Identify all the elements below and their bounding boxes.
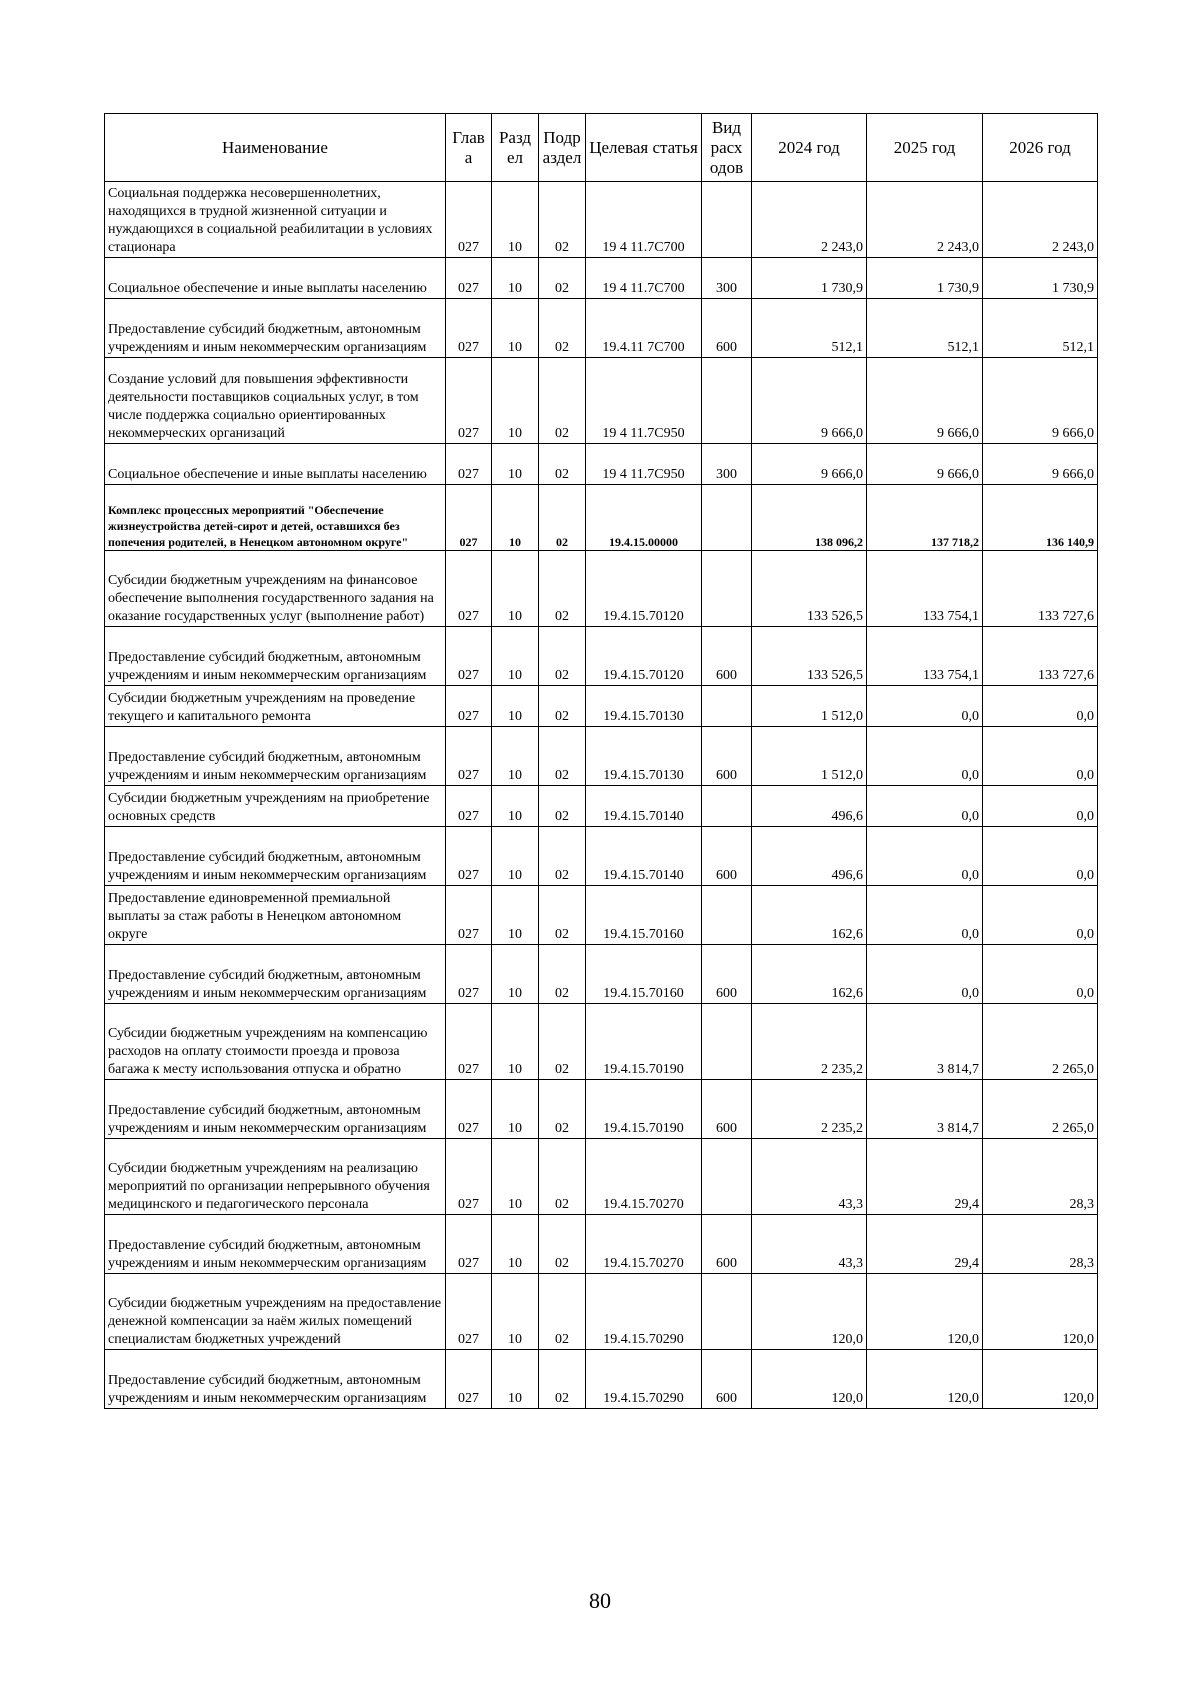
row-value-2025: 9 666,0 xyxy=(867,358,983,444)
row-podrazdel: 02 xyxy=(539,1004,586,1080)
row-razdel: 10 xyxy=(492,886,539,945)
row-value-2026: 0,0 xyxy=(983,786,1098,827)
row-expense-type xyxy=(702,485,752,551)
row-value-2026: 133 727,6 xyxy=(983,627,1098,686)
row-glava: 027 xyxy=(446,258,492,299)
row-glava: 027 xyxy=(446,827,492,886)
row-value-2024: 133 526,5 xyxy=(752,627,867,686)
table-row xyxy=(105,551,1098,627)
header-podrazdel: Подр аздел xyxy=(539,114,586,182)
row-razdel: 10 xyxy=(492,1004,539,1080)
row-value-2026: 512,1 xyxy=(983,299,1098,358)
row-expense-type xyxy=(702,1274,752,1350)
row-value-2024: 162,6 xyxy=(752,886,867,945)
row-value-2024: 496,6 xyxy=(752,786,867,827)
row-glava: 027 xyxy=(446,727,492,786)
row-razdel: 10 xyxy=(492,1215,539,1274)
row-target-article: 19.4.15.00000 xyxy=(586,485,702,551)
row-value-2025: 1 730,9 xyxy=(867,258,983,299)
table-row xyxy=(105,358,1098,444)
row-target-article: 19.4.15.70290 xyxy=(586,1274,702,1350)
row-razdel: 10 xyxy=(492,686,539,727)
row-name: Социальное обеспечение и иные выплаты населению xyxy=(105,444,446,485)
row-podrazdel: 02 xyxy=(539,444,586,485)
row-name: Предоставление субсидий бюджетным, автономным учреждениям и иным некоммерческим организациям xyxy=(105,299,446,358)
row-name: Предоставление субсидий бюджетным, автономным учреждениям и иным некоммерческим организациям xyxy=(105,1080,446,1139)
row-target-article: 19 4 11.7С950 xyxy=(586,358,702,444)
row-name: Социальное обеспечение и иные выплаты населению xyxy=(105,258,446,299)
row-target-article: 19.4.15.70270 xyxy=(586,1215,702,1274)
row-expense-type xyxy=(702,182,752,258)
row-value-2026: 28,3 xyxy=(983,1139,1098,1215)
row-value-2025: 3 814,7 xyxy=(867,1004,983,1080)
row-value-2026: 2 243,0 xyxy=(983,182,1098,258)
row-razdel: 10 xyxy=(492,182,539,258)
row-glava: 027 xyxy=(446,1004,492,1080)
row-value-2024: 2 243,0 xyxy=(752,182,867,258)
row-value-2026: 0,0 xyxy=(983,945,1098,1004)
row-glava: 027 xyxy=(446,444,492,485)
row-expense-type xyxy=(702,886,752,945)
row-value-2026: 2 265,0 xyxy=(983,1004,1098,1080)
row-glava: 027 xyxy=(446,786,492,827)
row-value-2025: 120,0 xyxy=(867,1350,983,1409)
row-expense-type: 600 xyxy=(702,627,752,686)
row-value-2025: 133 754,1 xyxy=(867,551,983,627)
row-expense-type xyxy=(702,786,752,827)
row-expense-type: 600 xyxy=(702,727,752,786)
row-razdel: 10 xyxy=(492,485,539,551)
table-row xyxy=(105,786,1098,827)
row-podrazdel: 02 xyxy=(539,886,586,945)
header-2026: 2026 год xyxy=(983,114,1098,182)
row-podrazdel: 02 xyxy=(539,686,586,727)
row-value-2026: 9 666,0 xyxy=(983,358,1098,444)
table-row xyxy=(105,1215,1098,1274)
row-glava: 027 xyxy=(446,1274,492,1350)
row-value-2024: 9 666,0 xyxy=(752,358,867,444)
row-value-2025: 3 814,7 xyxy=(867,1080,983,1139)
table-row xyxy=(105,727,1098,786)
row-podrazdel: 02 xyxy=(539,1139,586,1215)
row-podrazdel: 02 xyxy=(539,945,586,1004)
row-razdel: 10 xyxy=(492,358,539,444)
row-razdel: 10 xyxy=(492,1274,539,1350)
row-expense-type: 300 xyxy=(702,258,752,299)
row-value-2024: 496,6 xyxy=(752,827,867,886)
table-row xyxy=(105,627,1098,686)
row-value-2024: 2 235,2 xyxy=(752,1004,867,1080)
row-podrazdel: 02 xyxy=(539,827,586,886)
row-glava: 027 xyxy=(446,1215,492,1274)
row-expense-type xyxy=(702,358,752,444)
row-target-article: 19.4.15.70270 xyxy=(586,1139,702,1215)
row-glava: 027 xyxy=(446,551,492,627)
header-razdel: Разд ел xyxy=(492,114,539,182)
row-podrazdel: 02 xyxy=(539,627,586,686)
row-glava: 027 xyxy=(446,1350,492,1409)
row-target-article: 19.4.15.70120 xyxy=(586,627,702,686)
header-statya: Целевая статья xyxy=(586,114,702,182)
table-row xyxy=(105,485,1098,551)
row-value-2024: 9 666,0 xyxy=(752,444,867,485)
header-vid: Вид расх одов xyxy=(702,114,752,182)
row-value-2024: 2 235,2 xyxy=(752,1080,867,1139)
row-target-article: 19.4.15.70140 xyxy=(586,786,702,827)
row-target-article: 19 4 11.7С700 xyxy=(586,182,702,258)
row-expense-type xyxy=(702,1004,752,1080)
row-podrazdel: 02 xyxy=(539,485,586,551)
row-value-2025: 29,4 xyxy=(867,1139,983,1215)
row-value-2026: 9 666,0 xyxy=(983,444,1098,485)
row-razdel: 10 xyxy=(492,945,539,1004)
row-value-2025: 0,0 xyxy=(867,686,983,727)
header-name: Наименование xyxy=(105,114,446,182)
row-value-2024: 162,6 xyxy=(752,945,867,1004)
row-name: Субсидии бюджетным учреждениям на реализацию мероприятий по организации непрерывного обучения медицинского и педагогического персонала xyxy=(105,1139,446,1215)
row-glava: 027 xyxy=(446,182,492,258)
row-value-2024: 512,1 xyxy=(752,299,867,358)
row-razdel: 10 xyxy=(492,786,539,827)
row-target-article: 19.4.15.70130 xyxy=(586,686,702,727)
row-expense-type xyxy=(702,1139,752,1215)
row-name: Субсидии бюджетным учреждениям на проведение текущего и капитального ремонта xyxy=(105,686,446,727)
page-number: 80 xyxy=(589,1588,611,1613)
row-glava: 027 xyxy=(446,627,492,686)
row-expense-type: 300 xyxy=(702,444,752,485)
row-value-2026: 1 730,9 xyxy=(983,258,1098,299)
table-row xyxy=(105,444,1098,485)
table-row xyxy=(105,182,1098,258)
table-row xyxy=(105,827,1098,886)
row-target-article: 19.4.11 7С700 xyxy=(586,299,702,358)
row-value-2024: 138 096,2 xyxy=(752,485,867,551)
table-row xyxy=(105,1139,1098,1215)
table-row xyxy=(105,1350,1098,1409)
row-value-2025: 133 754,1 xyxy=(867,627,983,686)
row-glava: 027 xyxy=(446,299,492,358)
row-razdel: 10 xyxy=(492,1080,539,1139)
row-value-2024: 120,0 xyxy=(752,1274,867,1350)
row-glava: 027 xyxy=(446,358,492,444)
row-target-article: 19 4 11.7С700 xyxy=(586,258,702,299)
header-glava: Глав а xyxy=(446,114,492,182)
row-podrazdel: 02 xyxy=(539,299,586,358)
row-value-2026: 136 140,9 xyxy=(983,485,1098,551)
row-value-2024: 1 512,0 xyxy=(752,727,867,786)
budget-table xyxy=(104,113,1098,1409)
row-value-2025: 0,0 xyxy=(867,786,983,827)
row-value-2026: 133 727,6 xyxy=(983,551,1098,627)
row-podrazdel: 02 xyxy=(539,358,586,444)
table-row xyxy=(105,299,1098,358)
row-target-article: 19.4.15.70190 xyxy=(586,1080,702,1139)
row-expense-type: 600 xyxy=(702,1215,752,1274)
table-row xyxy=(105,1080,1098,1139)
row-value-2024: 1 730,9 xyxy=(752,258,867,299)
row-glava: 027 xyxy=(446,1139,492,1215)
row-razdel: 10 xyxy=(492,727,539,786)
header-2025: 2025 год xyxy=(867,114,983,182)
row-razdel: 10 xyxy=(492,444,539,485)
row-name: Предоставление единовременной премиальной выплаты за стаж работы в Ненецком автономном округе xyxy=(105,886,446,945)
row-razdel: 10 xyxy=(492,258,539,299)
row-razdel: 10 xyxy=(492,627,539,686)
row-expense-type: 600 xyxy=(702,827,752,886)
row-target-article: 19.4.15.70120 xyxy=(586,551,702,627)
table-row xyxy=(105,1274,1098,1350)
row-name: Предоставление субсидий бюджетным, автономным учреждениям и иным некоммерческим организациям xyxy=(105,727,446,786)
row-expense-type: 600 xyxy=(702,1350,752,1409)
row-value-2024: 43,3 xyxy=(752,1139,867,1215)
row-name: Предоставление субсидий бюджетным, автономным учреждениям и иным некоммерческим организациям xyxy=(105,1350,446,1409)
row-target-article: 19 4 11.7С950 xyxy=(586,444,702,485)
row-name: Предоставление субсидий бюджетным, автономным учреждениям и иным некоммерческим организациям xyxy=(105,1215,446,1274)
row-value-2024: 1 512,0 xyxy=(752,686,867,727)
row-value-2025: 137 718,2 xyxy=(867,485,983,551)
row-name: Предоставление субсидий бюджетным, автономным учреждениям и иным некоммерческим организациям xyxy=(105,945,446,1004)
row-glava: 027 xyxy=(446,686,492,727)
row-value-2025: 512,1 xyxy=(867,299,983,358)
row-expense-type xyxy=(702,551,752,627)
row-podrazdel: 02 xyxy=(539,551,586,627)
row-value-2026: 120,0 xyxy=(983,1350,1098,1409)
row-value-2025: 9 666,0 xyxy=(867,444,983,485)
table-row xyxy=(105,886,1098,945)
row-name: Субсидии бюджетным учреждениям на предоставление денежной компенсации за наём жилых помещений специалистам бюджетных учреждений xyxy=(105,1274,446,1350)
row-name: Субсидии бюджетным учреждениям на приобретение основных средств xyxy=(105,786,446,827)
row-podrazdel: 02 xyxy=(539,786,586,827)
table-row xyxy=(105,1004,1098,1080)
row-name: Субсидии бюджетным учреждениям на компенсацию расходов на оплату стоимости проезда и провоза багажа к месту использования отпуска и обратно xyxy=(105,1004,446,1080)
row-value-2024: 120,0 xyxy=(752,1350,867,1409)
row-value-2025: 2 243,0 xyxy=(867,182,983,258)
row-podrazdel: 02 xyxy=(539,1350,586,1409)
row-podrazdel: 02 xyxy=(539,727,586,786)
row-target-article: 19.4.15.70290 xyxy=(586,1350,702,1409)
row-razdel: 10 xyxy=(492,827,539,886)
row-podrazdel: 02 xyxy=(539,182,586,258)
row-expense-type: 600 xyxy=(702,945,752,1004)
row-razdel: 10 xyxy=(492,299,539,358)
row-target-article: 19.4.15.70160 xyxy=(586,945,702,1004)
row-name: Субсидии бюджетным учреждениям на финансовое обеспечение выполнения государственного задания на оказание государственных услуг (выполнение работ) xyxy=(105,551,446,627)
row-expense-type xyxy=(702,686,752,727)
row-value-2026: 0,0 xyxy=(983,886,1098,945)
row-expense-type: 600 xyxy=(702,1080,752,1139)
row-glava: 027 xyxy=(446,485,492,551)
row-razdel: 10 xyxy=(492,1350,539,1409)
row-value-2026: 2 265,0 xyxy=(983,1080,1098,1139)
row-target-article: 19.4.15.70160 xyxy=(586,886,702,945)
row-value-2026: 0,0 xyxy=(983,686,1098,727)
row-podrazdel: 02 xyxy=(539,258,586,299)
row-name: Комплекс процессных мероприятий "Обеспечение жизнеустройства детей-сирот и детей, оставшихся без попечения родителей, в Ненецком автономном округе" xyxy=(105,485,446,551)
row-value-2024: 43,3 xyxy=(752,1215,867,1274)
row-target-article: 19.4.15.70130 xyxy=(586,727,702,786)
row-value-2026: 28,3 xyxy=(983,1215,1098,1274)
row-value-2026: 0,0 xyxy=(983,727,1098,786)
row-value-2026: 0,0 xyxy=(983,827,1098,886)
row-value-2025: 0,0 xyxy=(867,886,983,945)
table-row xyxy=(105,258,1098,299)
row-value-2025: 120,0 xyxy=(867,1274,983,1350)
table-row xyxy=(105,945,1098,1004)
row-expense-type: 600 xyxy=(702,299,752,358)
row-razdel: 10 xyxy=(492,1139,539,1215)
row-podrazdel: 02 xyxy=(539,1274,586,1350)
row-value-2025: 0,0 xyxy=(867,945,983,1004)
row-name: Создание условий для повышения эффективности деятельности поставщиков социальных услуг, в том числе поддержка социально ориентированных некоммерческих организаций xyxy=(105,358,446,444)
table-header-row xyxy=(105,114,1098,182)
row-value-2025: 0,0 xyxy=(867,727,983,786)
row-name: Предоставление субсидий бюджетным, автономным учреждениям и иным некоммерческим организациям xyxy=(105,627,446,686)
row-value-2026: 120,0 xyxy=(983,1274,1098,1350)
header-2024: 2024 год xyxy=(752,114,867,182)
table-row xyxy=(105,686,1098,727)
row-value-2025: 0,0 xyxy=(867,827,983,886)
row-target-article: 19.4.15.70140 xyxy=(586,827,702,886)
row-glava: 027 xyxy=(446,945,492,1004)
row-podrazdel: 02 xyxy=(539,1215,586,1274)
row-name: Предоставление субсидий бюджетным, автономным учреждениям и иным некоммерческим организациям xyxy=(105,827,446,886)
row-razdel: 10 xyxy=(492,551,539,627)
row-glava: 027 xyxy=(446,1080,492,1139)
row-podrazdel: 02 xyxy=(539,1080,586,1139)
row-value-2025: 29,4 xyxy=(867,1215,983,1274)
row-name: Социальная поддержка несовершеннолетних, находящихся в трудной жизненной ситуации и нуждающихся в социальной реабилитации в условиях стационара xyxy=(105,182,446,258)
row-glava: 027 xyxy=(446,886,492,945)
row-value-2024: 133 526,5 xyxy=(752,551,867,627)
row-target-article: 19.4.15.70190 xyxy=(586,1004,702,1080)
